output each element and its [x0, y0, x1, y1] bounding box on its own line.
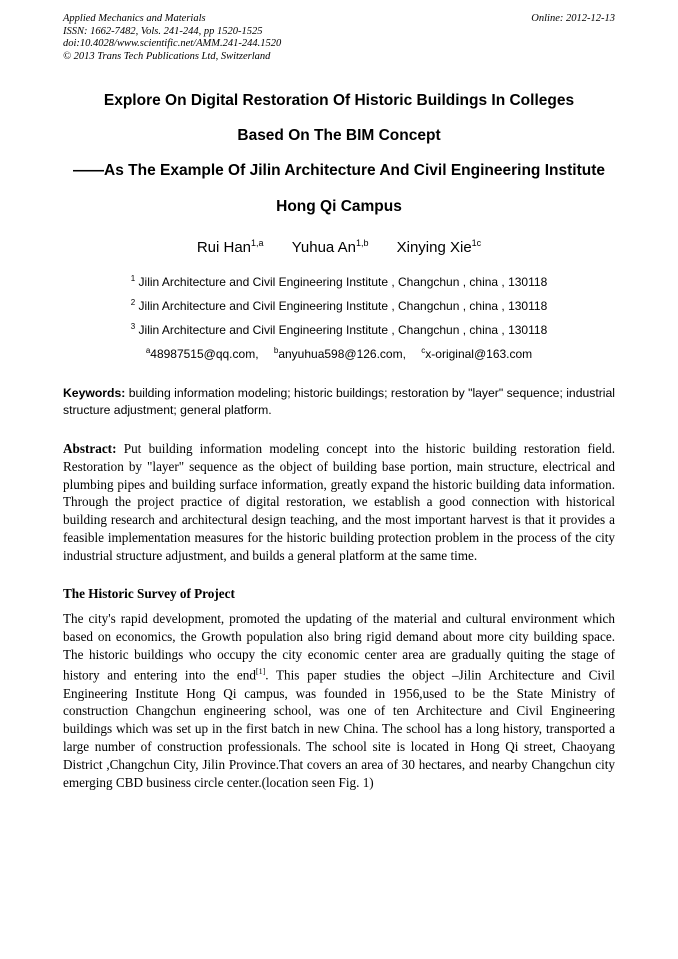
- affiliation-sup: 3: [130, 322, 136, 331]
- journal-issn: ISSN: 1662-7482, Vols. 241-244, pp 1520-1525: [63, 25, 263, 37]
- author: [292, 239, 369, 256]
- citation-ref[interactable]: [1]: [255, 667, 266, 677]
- abstract-text: Put building information modeling concept into the historic building restoration field. Restoration by "layer" sequence as the object of building base portion, main structure, electrical and plumbing pipes and building surface information, greatly expand the historic building data information. Through the project practice of digital restoration, we establish a good connection with historical building research and architectural design teaching, and the most important harvest is that it provides a feasible implementation measures for the historic building protection problem in the process of the city industrial structure adjustment, and builds a general platform at the same time.: [63, 441, 615, 563]
- email-list: [0, 346, 678, 361]
- author-name: Xinying Xie: [396, 239, 472, 256]
- journal-copyright: © 2013 Trans Tech Publications Ltd, Switzerland: [63, 50, 271, 62]
- affiliation: [0, 274, 678, 289]
- title-line-2: Based On The BIM Concept: [237, 127, 441, 144]
- keywords-text: building information modeling; historic buildings; restoration by "layer" sequence; industrial structure adjustment; general platform.: [63, 386, 615, 417]
- section-body: [63, 610, 615, 791]
- body-text-part-2: . This paper studies the object –Jilin Architecture and Civil Engineering Institute Hong Qi campus, was founded in 1956,used to be the State Ministry of construction Changchun engineering school, was one of ten Architecture and Civil Engineering buildings which was set up in the first batch in new China. The school has a long history, transported a large number of construction professionals. The school site is located in Hong Qi street, Chaoyang District ,Changchun City, Jilin Province.That covers an area of 30 hectares, and nearby Changchun city emerging CBD business circle center.(location seen Fig. 1): [63, 667, 615, 790]
- affiliation: [0, 298, 678, 313]
- journal-doi: doi:10.4028/www.scientific.net/AMM.241-244.1520: [63, 38, 282, 49]
- journal-name: Applied Mechanics and Materials: [63, 13, 206, 24]
- journal-header: [63, 13, 615, 63]
- author-sup: 1,a: [251, 238, 264, 248]
- email-sup: a: [145, 346, 151, 355]
- author-name: Rui Han: [196, 239, 252, 256]
- keywords-paragraph: [63, 385, 615, 419]
- author-list: [0, 238, 678, 256]
- author-sup: 1c: [471, 238, 482, 248]
- affiliation: [0, 322, 678, 337]
- affiliation-text: Jilin Architecture and Civil Engineering Institute , Changchun , china , 130118: [138, 299, 548, 313]
- affiliation-text: Jilin Architecture and Civil Engineering Institute , Changchun , china , 130118: [138, 275, 548, 289]
- email-text: x-original@163.com: [425, 347, 533, 361]
- abstract-paragraph: [63, 440, 615, 565]
- affiliation-sup: 1: [130, 274, 136, 283]
- affiliation-text: Jilin Architecture and Civil Engineering Institute , Changchun , china , 130118: [138, 323, 548, 337]
- author: [197, 239, 264, 256]
- author-sup: 1,b: [355, 238, 369, 248]
- abstract-label: Abstract:: [63, 441, 117, 456]
- title-line-4: Hong Qi Campus: [276, 198, 402, 215]
- email-text: 48987515@qq.com,: [150, 347, 259, 361]
- affiliation-sup: 2: [130, 298, 136, 307]
- body-text-part-1: The city's rapid development, promoted the updating of the material and cultural environment which based on economics, the Growth population also bring rigid demand about more city building space. The historic buildings who occupy the city economic center area are gradually quiting the stage of history and entering into the end: [63, 611, 615, 683]
- email-text: anyuhua598@126.com,: [278, 347, 406, 361]
- keywords-label: Keywords:: [63, 386, 126, 400]
- online-date: Online: 2012-12-13: [531, 13, 615, 24]
- email-sup: c: [421, 346, 426, 355]
- title-line-1: Explore On Digital Restoration Of Historic Buildings In Colleges: [103, 92, 575, 109]
- email[interactable]: [421, 347, 532, 361]
- email[interactable]: [274, 347, 406, 361]
- title-line-3: ——As The Example Of Jilin Architecture And Civil Engineering Institute: [73, 162, 605, 179]
- email[interactable]: [146, 347, 259, 361]
- section-heading: The Historic Survey of Project: [63, 586, 235, 601]
- author-name: Yuhua An: [291, 239, 356, 256]
- email-sup: b: [273, 346, 279, 355]
- author: [397, 239, 482, 256]
